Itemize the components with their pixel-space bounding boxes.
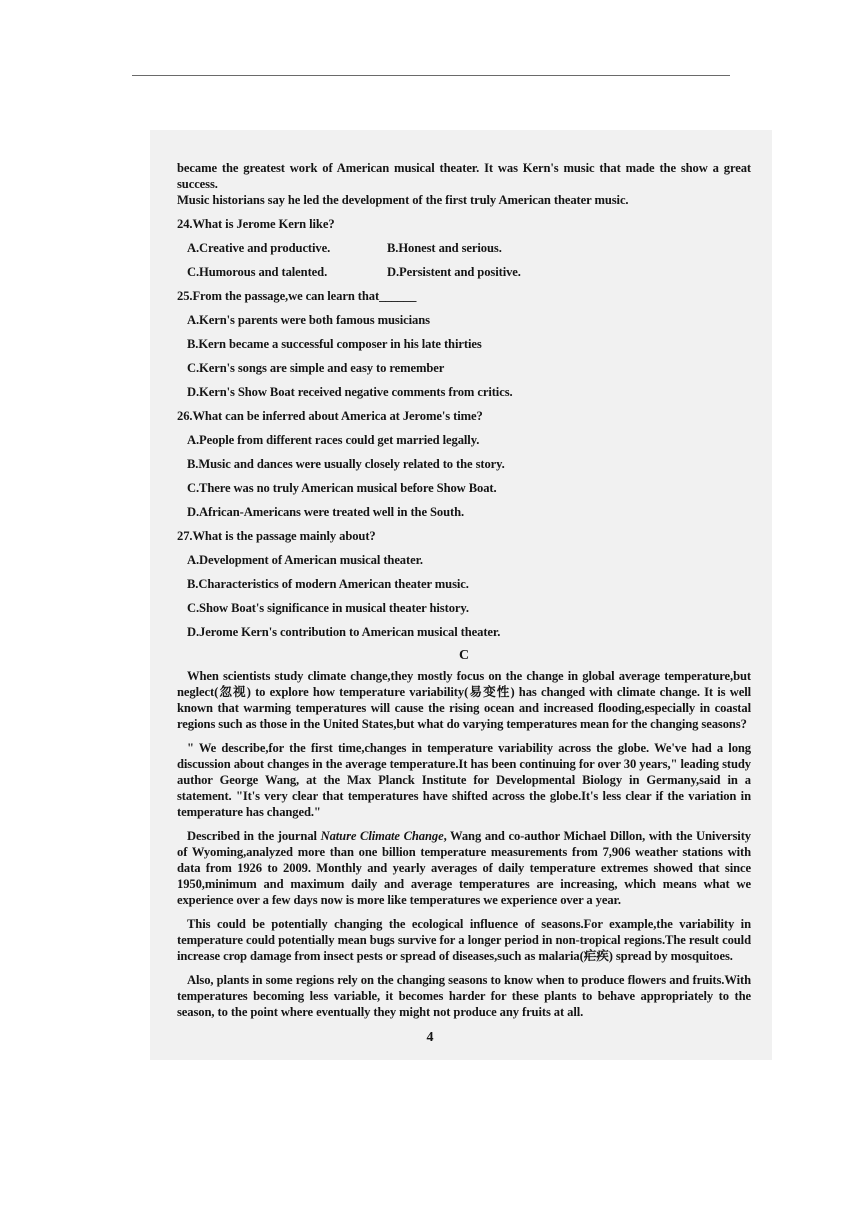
option-d[interactable]: D.African-Americans were treated well in the South. [187,505,465,519]
intro-line: became the greatest work of American musical theater. It was Kern's music that made the show a great success. [177,161,751,191]
passage-paragraph-5: Also, plants in some regions rely on the changing seasons to know when to produce flowers and fruits.With temperatures becoming less variable, it becomes harder for these plants to behave appropriately to the season, to the point where eventually they might not produce any fruits at all. [177,973,751,1019]
section-heading: C [458,648,469,663]
option-a[interactable]: A.Kern's parents were both famous musicians [187,313,430,327]
question-27 [177,528,751,640]
option-c[interactable]: C.Kern's songs are simple and easy to remember [187,361,445,375]
option-c[interactable]: C.There was no truly American musical before Show Boat. [187,481,497,495]
intro-line: Music historians say he led the development of the first truly American theater music. [177,193,629,207]
option-c[interactable]: C.Humorous and talented. [187,265,328,279]
journal-title: Nature Climate Change [320,829,444,843]
option-b[interactable]: B.Kern became a successful composer in his late thirties [187,337,482,351]
question-stem: 24.What is Jerome Kern like? [177,217,335,231]
question-stem: 25.From the passage,we can learn that______ [177,289,417,303]
option-d[interactable]: D.Persistent and positive. [387,265,521,279]
passage-paragraph-1: When scientists study climate change,they mostly focus on the change in global average temperature,but neglect(忽视) to explore how temperature variability(易变性) has changed with climate change. It is well known that warming temperatures will cause the rising ocean and increased flooding,especially in coastal regions such as those in the United States,but what do varying temperatures mean for the changing seasons? [177,669,751,731]
page-content [177,160,751,1028]
intro-text [177,160,751,208]
passage-paragraph-2: " We describe,for the first time,changes in temperature variability across the globe. We've had a long discussion about changes in the average temperature.It has been continuing for over 30 years," leading study author George Wang, at the Max Planck Institute for Developmental Biology in Germany,said in a statement. "It's very clear that temperatures have shifted across the globe.It's less clear if the variation in temperature has changed." [177,741,751,819]
option-b[interactable]: B.Characteristics of modern American theater music. [187,577,469,591]
option-d[interactable]: D.Jerome Kern's contribution to American musical theater. [187,625,501,639]
question-stem: 26.What can be inferred about America at Jerome's time? [177,409,483,423]
options-grid [187,240,751,280]
text-run: , Wang and co-author Michael Dillon, with the University of Wyoming,analyzed more than one billion temperature measurements from 7,906 weather stations with data from 1926 to 2009. Monthly and yearly averages of daily temperature extremes showed that since 1950,minimum and maximum daily and average temperatures are increasing, which means what we experience over a few days now is more like temperatures we experience over a year. [177,829,751,907]
option-b[interactable]: B.Music and dances were usually closely related to the story. [187,457,505,471]
passage-paragraph-3 [177,828,751,908]
option-d[interactable]: D.Kern's Show Boat received negative comments from critics. [187,385,513,399]
option-a[interactable]: A.Development of American musical theater. [187,553,423,567]
header-rule [132,75,730,76]
passage-paragraph-4: This could be potentially changing the ecological influence of seasons.For example,the variability in temperature could potentially mean bugs survive for a longer period in non-tropical regions.The result could increase crop damage from insect pests or spread of diseases,such as malaria(疟疾) spread by mosquitoes. [177,917,751,963]
option-a[interactable]: A.Creative and productive. [187,241,331,255]
page-number: 4 [426,1030,434,1045]
question-24 [177,216,751,280]
question-26 [177,408,751,520]
option-b[interactable]: B.Honest and serious. [387,241,502,255]
option-a[interactable]: A.People from different races could get married legally. [187,433,480,447]
option-c[interactable]: C.Show Boat's significance in musical theater history. [187,601,469,615]
text-run: Described in the journal [187,829,321,843]
question-25 [177,288,751,400]
question-stem: 27.What is the passage mainly about? [177,529,376,543]
